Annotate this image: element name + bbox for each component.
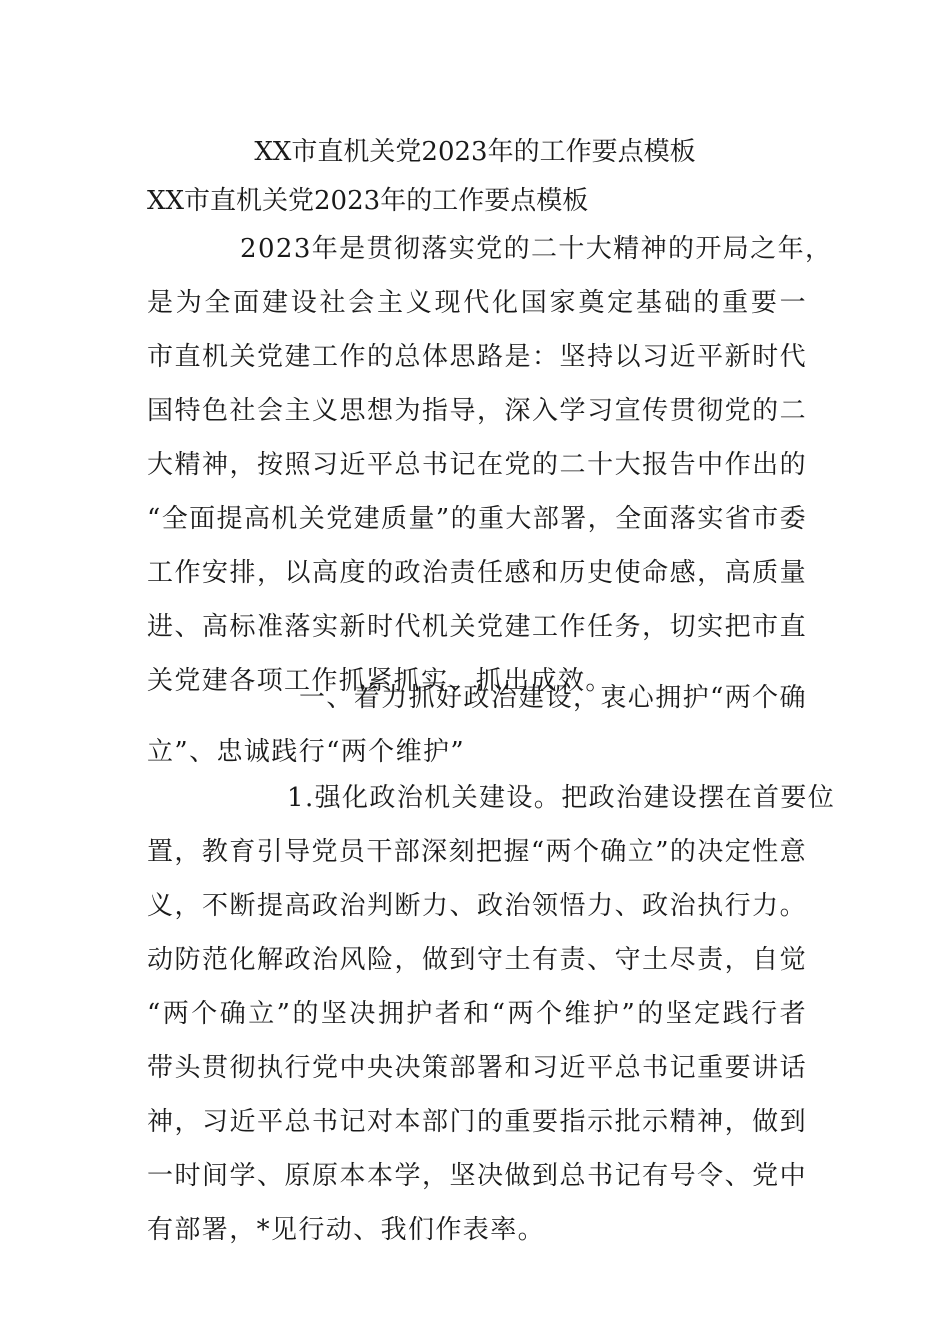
paragraph-line: 神，习近平总书记对本部门的重要指示批示精神，做到 <box>147 1107 807 1137</box>
paragraph-line: “两个确立”的坚决拥护者和“两个维护”的坚定践行者 <box>147 999 807 1029</box>
intro-paragraph <box>147 222 833 708</box>
document-subtitle: XX市直机关党2023年的工作要点模板 <box>147 186 589 216</box>
paragraph-line: 带头贯彻执行党中央决策部署和习近平总书记重要讲话 <box>147 1053 807 1083</box>
paragraph-line: 市直机关党建工作的总体思路是：坚持以习近平新时代 <box>147 342 807 372</box>
paragraph-line: 进、高标准落实新时代机关党建工作任务，切实把市直 <box>147 612 807 642</box>
paragraph-line: 动防范化解政治风险，做到守土有责、守土尽责，自觉 <box>147 945 807 975</box>
paragraph-line: 一时间学、原原本本学，坚决做到总书记有号令、党中 <box>147 1161 807 1191</box>
paragraph-line: 1.强化政治机关建设。把政治建设摆在首要位 <box>287 783 836 813</box>
paragraph-line: 义，不断提高政治判断力、政治领悟力、政治执行力。 <box>147 891 807 921</box>
paragraph-line: 有部署，*见行动、我们作表率。 <box>147 1215 546 1245</box>
heading-line: 一、着力抓好政治建设，衷心拥护“两个确 <box>299 683 807 713</box>
paragraph-line: 国特色社会主义思想为指导，深入学习宣传贯彻党的二 <box>147 396 807 426</box>
paragraph-line: 置，教育引导党员干部深刻把握“两个确立”的决定性意 <box>147 837 807 867</box>
paragraph-line: 大精神，按照习近平总书记在党的二十大报告中作出的 <box>147 450 807 480</box>
paragraph-line: 工作安排，以高度的政治责任感和历史使命感，高质量 <box>147 558 807 588</box>
paragraph-line: 2023年是贯彻落实党的二十大精神的开局之年， <box>240 234 833 264</box>
paragraph-line: “全面提高机关党建质量”的重大部署，全面落实省市委 <box>147 504 807 534</box>
item-paragraph-1 <box>147 771 836 1257</box>
section-heading-1 <box>147 671 807 779</box>
heading-line: 立”、忠诚践行“两个维护” <box>147 737 466 767</box>
paragraph-line: 关党建各项工作抓紧抓实、抓出成效。 <box>147 666 613 696</box>
paragraph-line: 是为全面建设社会主义现代化国家奠定基础的重要一 <box>147 288 807 318</box>
document-title: XX市直机关党2023年的工作要点模板 <box>254 137 696 167</box>
